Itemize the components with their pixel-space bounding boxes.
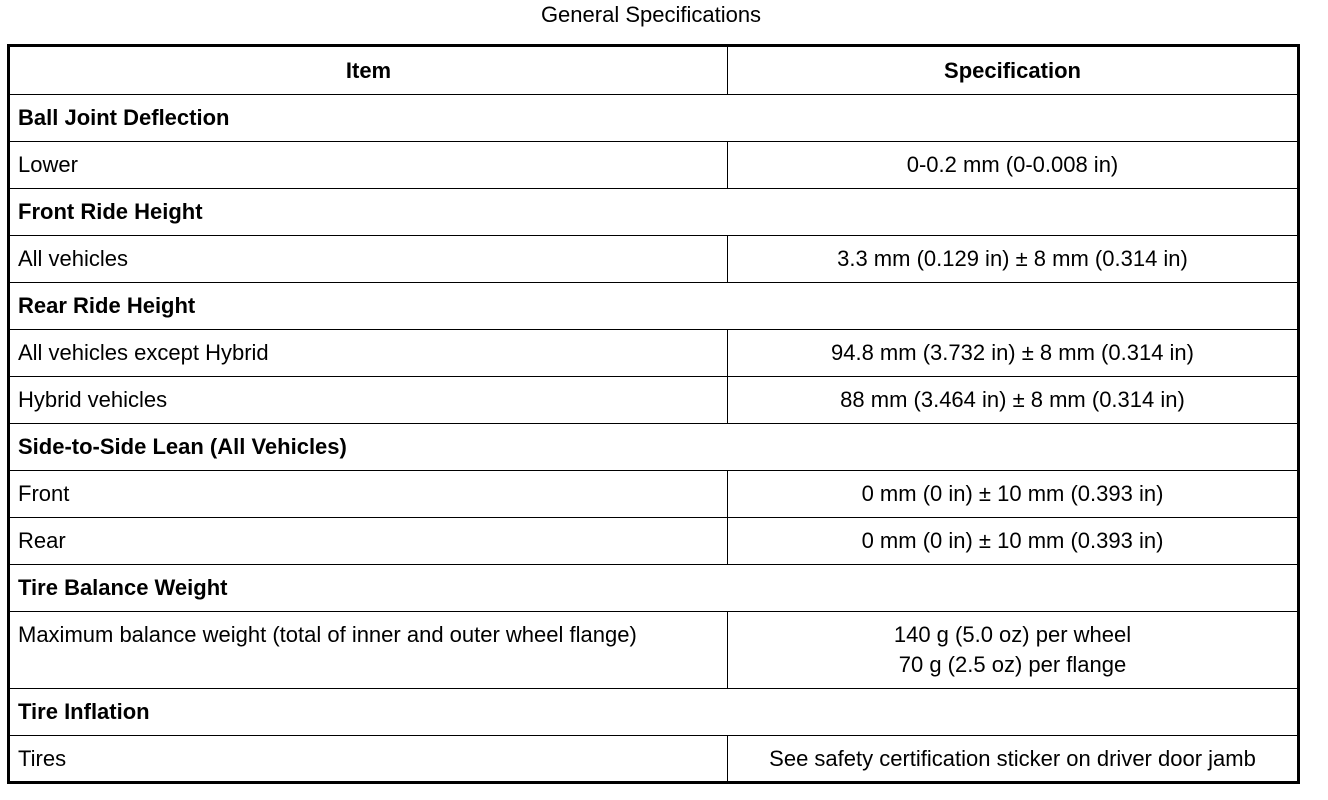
table-header [9,46,1299,95]
section-row [9,565,1299,612]
section-heading: Tire Balance Weight [9,565,1299,612]
table-body [9,95,1299,783]
section-heading: Front Ride Height [9,189,1299,236]
document-title: General Specifications [540,2,762,27]
table-row [9,736,1299,783]
item-cell: All vehicles [9,236,728,283]
item-cell: All vehicles except Hybrid [9,330,728,377]
item-cell: Front [9,471,728,518]
item-cell: Hybrid vehicles [9,377,728,424]
specification-line: 0-0.2 mm (0-0.008 in) [906,152,1119,177]
item-cell: Tires [9,736,728,783]
specification-cell [728,236,1299,283]
section-row [9,424,1299,471]
specification-line: See safety certification sticker on driver door jamb [769,745,1256,771]
section-row [9,689,1299,736]
section-row [9,283,1299,330]
specification-line: 70 g (2.5 oz) per flange [898,652,1127,677]
section-heading: Ball Joint Deflection [9,95,1299,142]
table-row [9,330,1299,377]
specification-line: 0 mm (0 in) ± 10 mm (0.393 in) [861,528,1164,553]
table-row [9,142,1299,189]
specification-line: 88 mm (3.464 in) ± 8 mm (0.314 in) [840,387,1185,412]
section-heading: Side-to-Side Lean (All Vehicles) [9,424,1299,471]
table-row [9,471,1299,518]
specification-cell [728,471,1299,518]
item-cell: Maximum balance weight (total of inner and outer wheel flange) [9,612,728,689]
item-cell: Rear [9,518,728,565]
item-cell: Lower [9,142,728,189]
section-row [9,189,1299,236]
specifications-table [7,44,1300,784]
specification-cell [728,377,1299,424]
specification-line: 94.8 mm (3.732 in) ± 8 mm (0.314 in) [831,340,1194,365]
table-row [9,612,1299,689]
specification-line: 140 g (5.0 oz) per wheel [893,622,1132,647]
table-row [9,377,1299,424]
table-row [9,236,1299,283]
specification-line: 3.3 mm (0.129 in) ± 8 mm (0.314 in) [837,246,1188,271]
specification-line: 0 mm (0 in) ± 10 mm (0.393 in) [861,481,1164,506]
specification-cell [728,736,1299,783]
table-row [9,518,1299,565]
header-row [9,46,1299,95]
specification-cell [728,330,1299,377]
specification-cell [728,612,1299,689]
section-row [9,95,1299,142]
section-heading: Rear Ride Height [9,283,1299,330]
column-header-item: Item [9,46,728,95]
section-heading: Tire Inflation [9,689,1299,736]
specification-cell [728,142,1299,189]
specification-cell [728,518,1299,565]
column-header-specification: Specification [728,46,1299,95]
